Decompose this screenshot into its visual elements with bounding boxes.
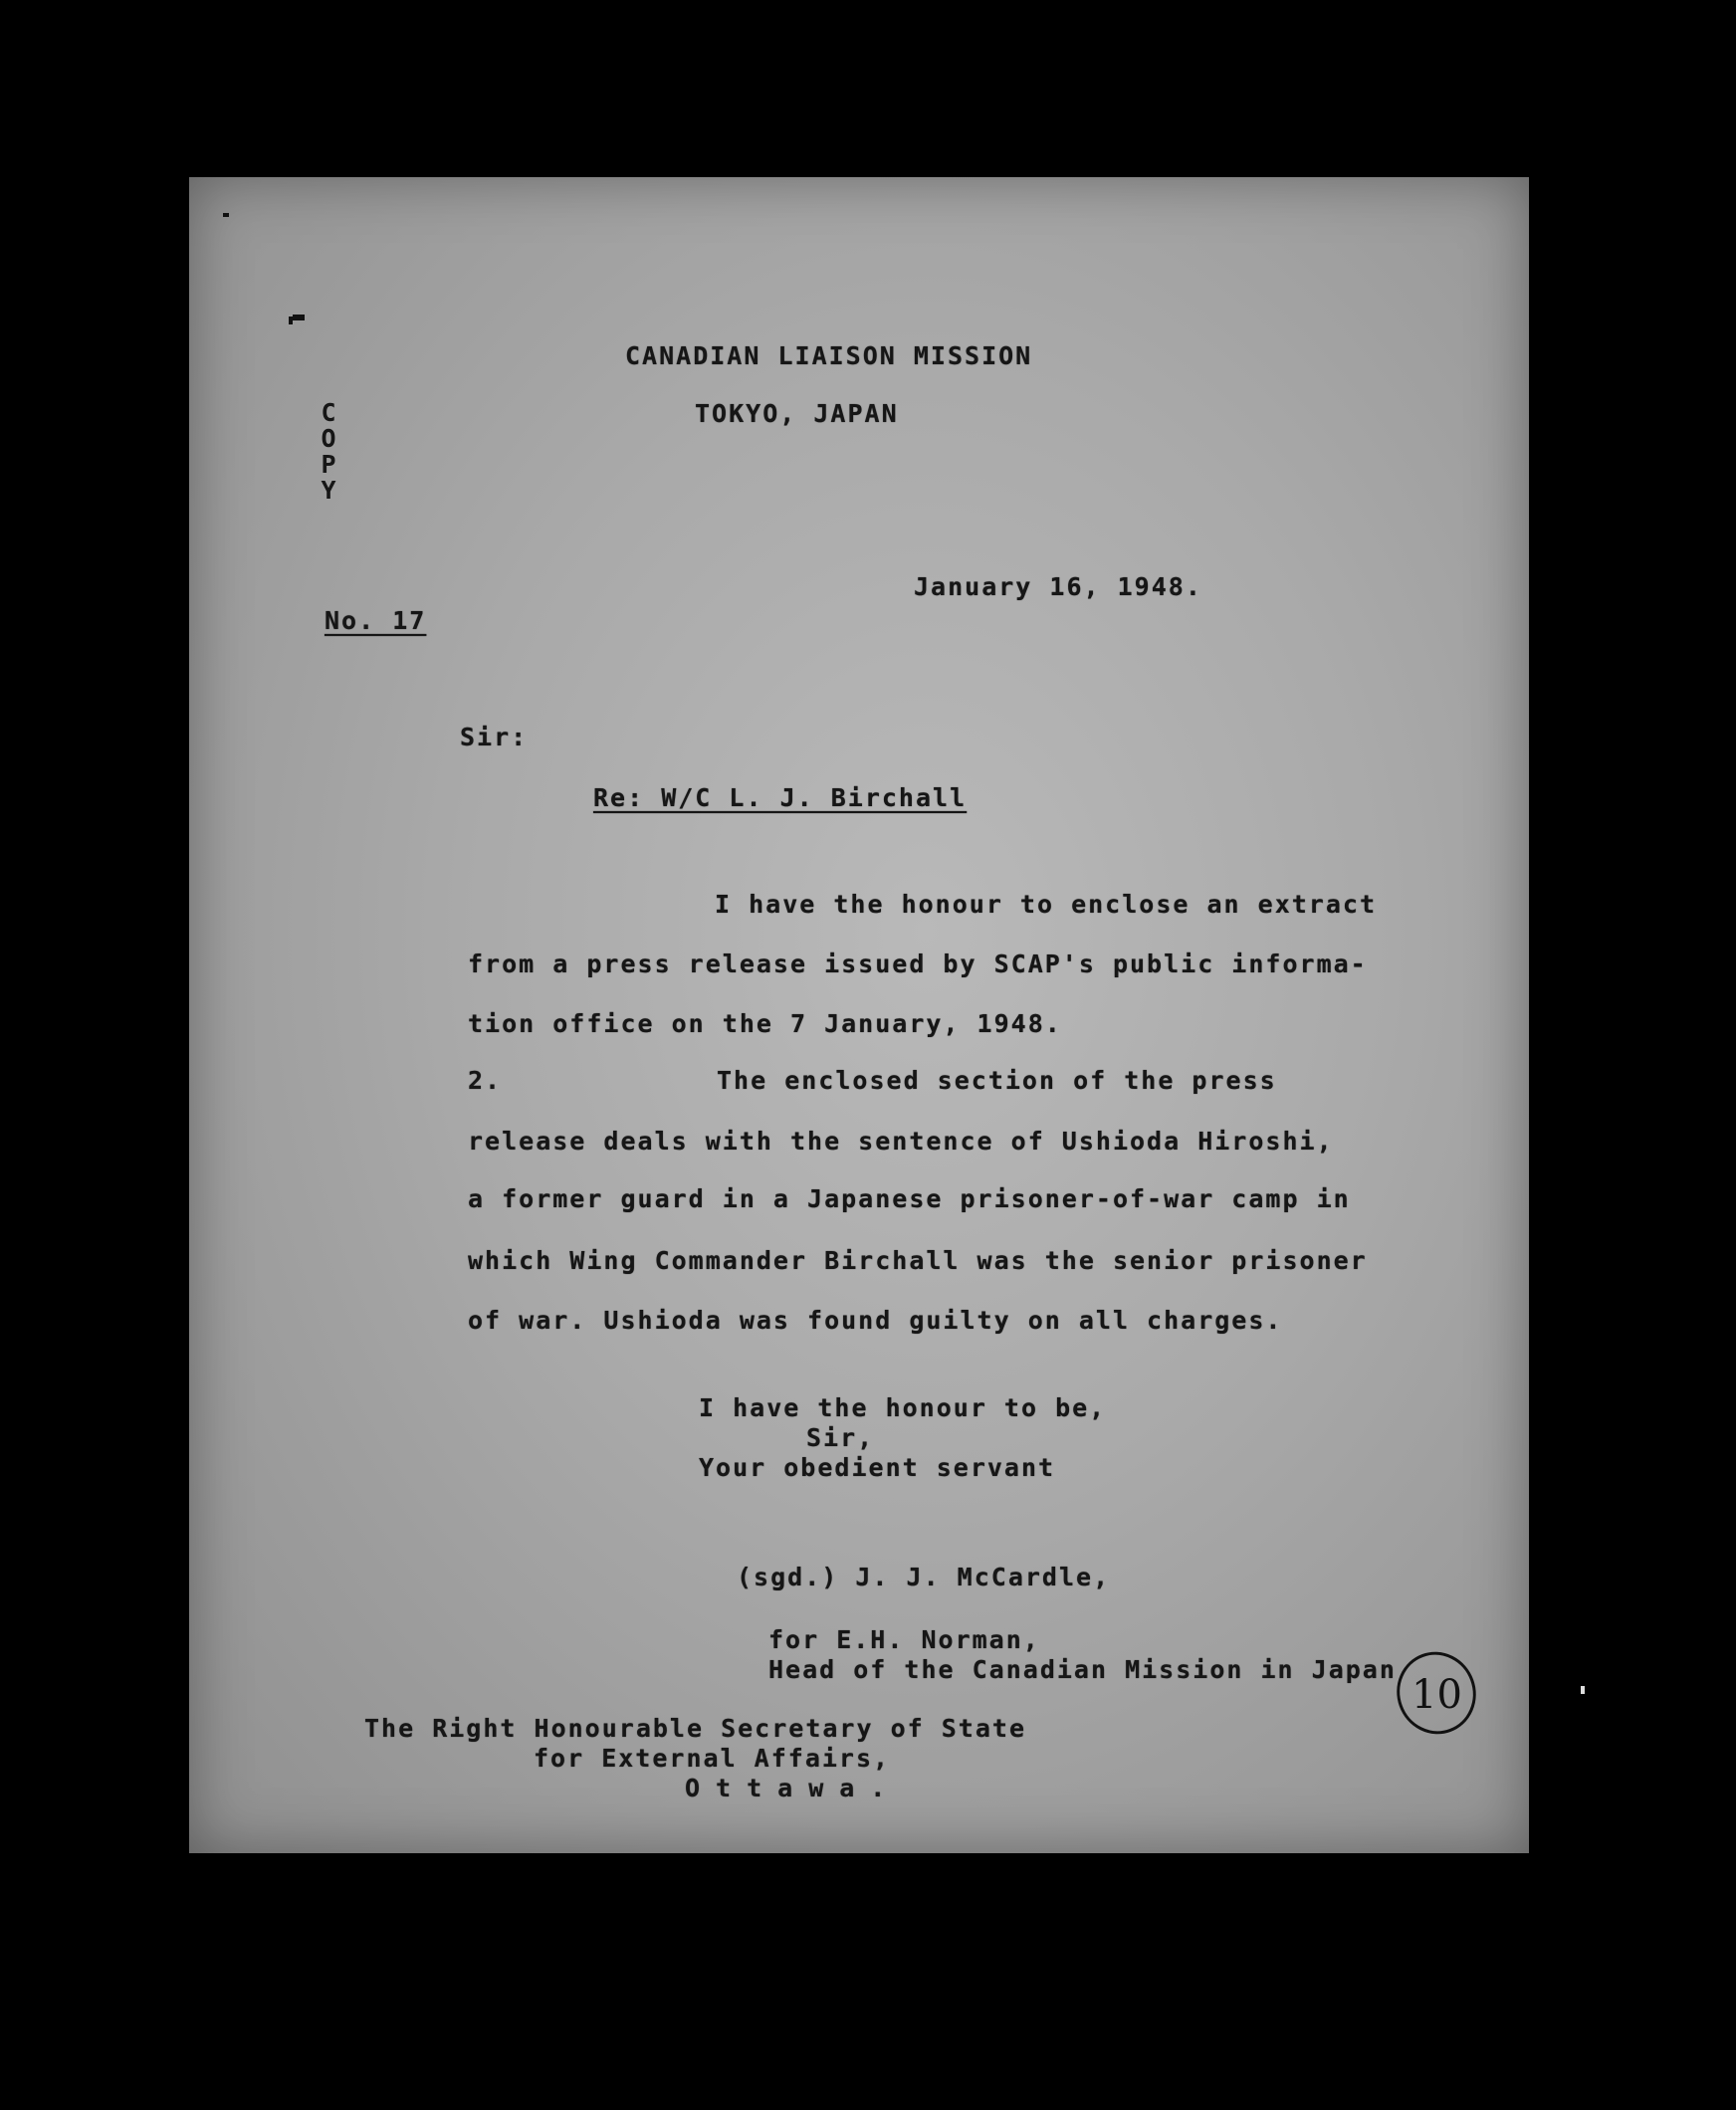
closing-line: Sir, [806,1423,875,1452]
signature-on-behalf: for E.H. Norman, [768,1625,1040,1654]
letterhead-location: TOKYO, JAPAN [695,399,899,428]
body-line: a former guard in a Japanese prisoner-of-war camp in [468,1184,1351,1213]
closing-line: Your obedient servant [699,1453,1056,1482]
body-line: tion office on the 7 January, 1948. [468,1009,1062,1038]
addressee-line: for External Affairs, [534,1744,891,1773]
handwritten-page-number [1392,1648,1481,1738]
body-line: of war. Ushioda was found guilty on all charges. [468,1306,1283,1335]
reference-number: No. 17 [325,606,427,635]
subject-line: Re: W/C L. J. Birchall [593,783,968,812]
svg-text:10: 10 [1411,1672,1462,1718]
document-date: January 16, 1948. [914,572,1202,601]
addressee-line: Ottawa. [685,1774,902,1802]
margin-mark [223,213,229,217]
signature-title: Head of the Canadian Mission in Japan [768,1655,1397,1684]
salutation: Sir: [460,723,529,751]
margin-mark [293,315,305,320]
body-line: which Wing Commander Birchall was the senior prisoner [468,1246,1368,1275]
body-line: I have the honour to enclose an extract [715,890,1377,919]
paragraph-number: 2. [468,1066,503,1095]
scanned-letter-page [189,177,1529,1853]
body-line: release deals with the sentence of Ushioda Hiroshi, [468,1127,1334,1156]
addressee-line: The Right Honourable Secretary of State [364,1714,1026,1743]
body-line: The enclosed section of the press [717,1066,1277,1095]
copy-stamp: COPY [321,398,336,505]
body-line: from a press release issued by SCAP's public informa- [468,950,1368,978]
letterhead-organization: CANADIAN LIAISON MISSION [625,341,1033,370]
closing-line: I have the honour to be, [699,1393,1107,1422]
scan-speck [1581,1686,1585,1694]
margin-mark [289,316,293,324]
signature-signed-by: (sgd.) J. J. McCardle, [737,1563,1111,1591]
